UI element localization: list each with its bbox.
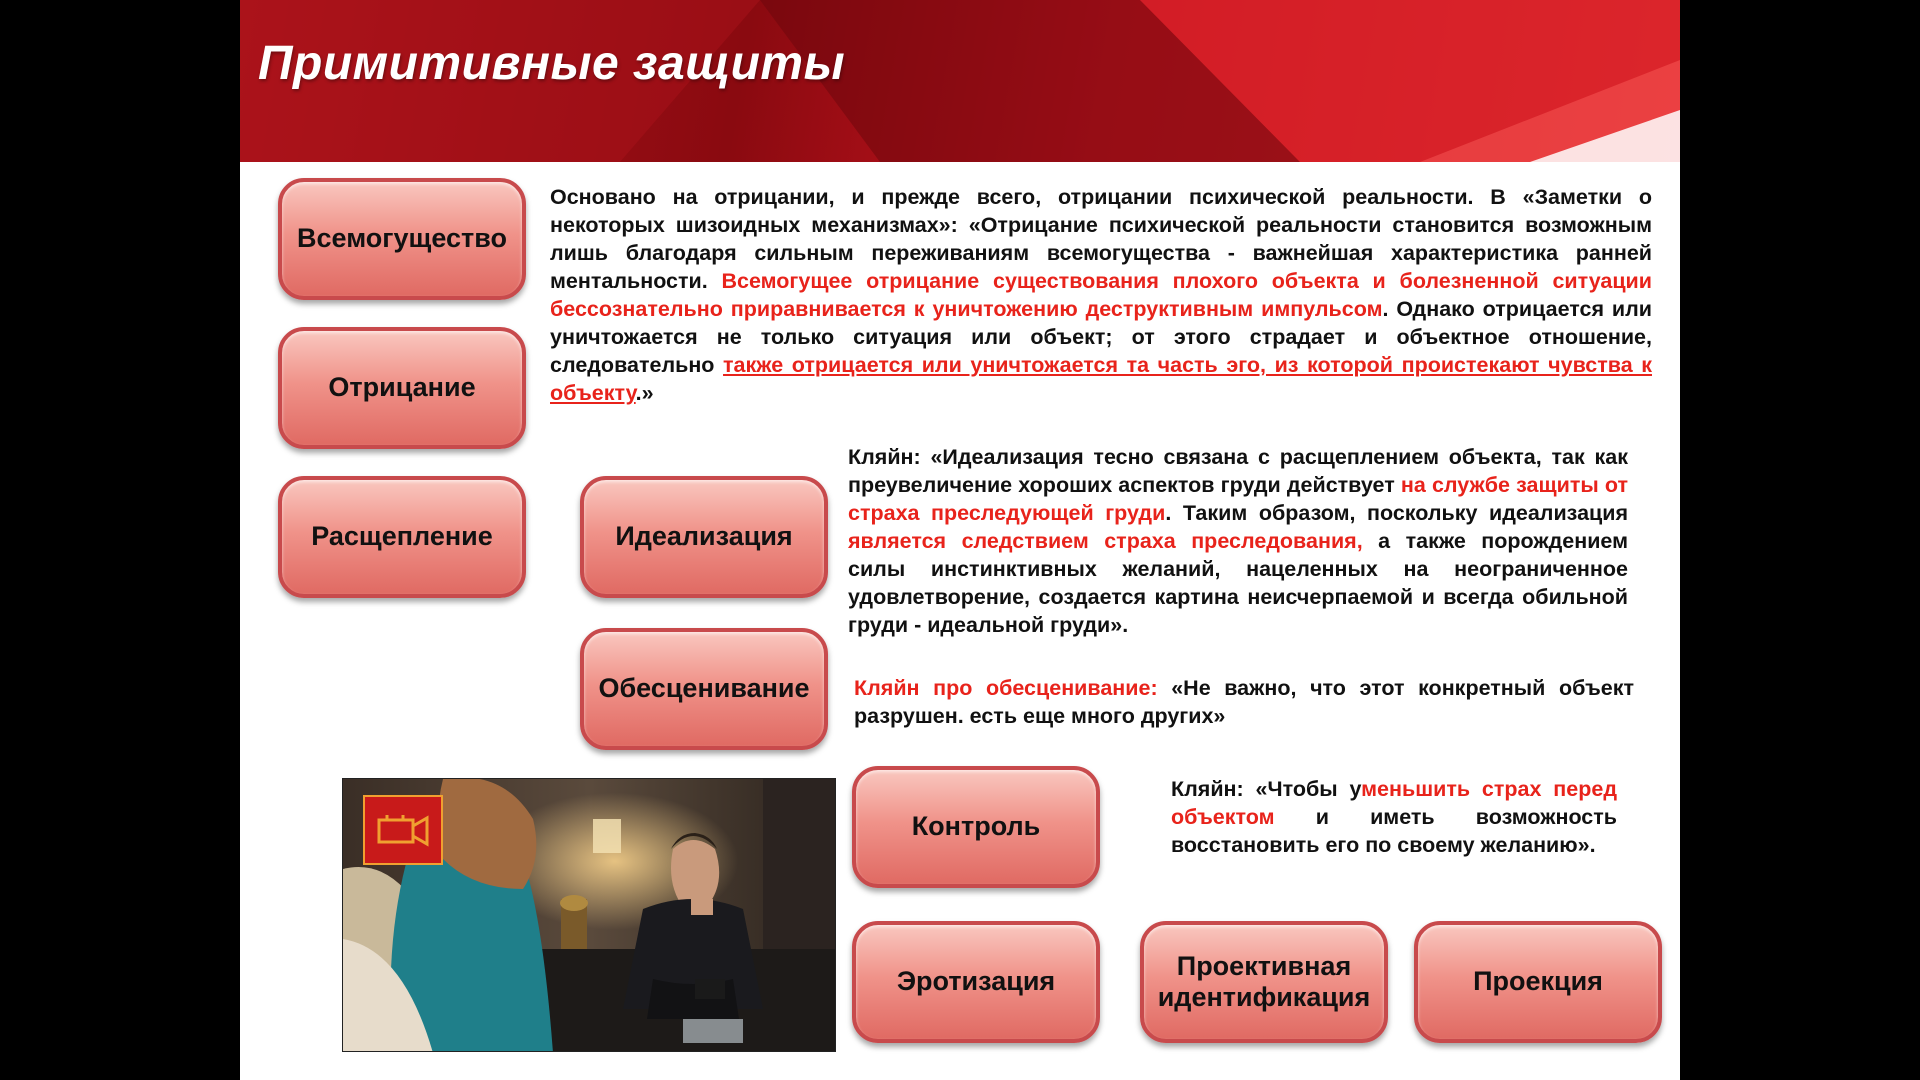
video-camera-glyph <box>375 812 431 848</box>
pill-omnipotence <box>278 178 526 300</box>
devaluation-description <box>854 674 1634 730</box>
video-frame[interactable] <box>342 778 836 1052</box>
pill-devaluation <box>580 628 828 750</box>
pill-label <box>1158 951 1371 1013</box>
underlined-highlighted-text: также отрицается или уничтожается та часть эго, из которой проистекают чувства к объекту <box>550 353 1652 405</box>
idealization-description <box>848 443 1628 639</box>
pill-label: Идеализация <box>615 521 793 552</box>
pill-erotization <box>852 921 1100 1043</box>
control-description <box>1171 775 1617 859</box>
highlighted-text: Всемогущее отрицание существования плохого объекта и болезненной ситуации бессознательно приравнивается к уничтожению деструктивным импульсом <box>550 269 1652 321</box>
highlighted-text: Кляйн про обесценивание: <box>854 676 1158 700</box>
text-segment: «Не важно, что этот конкретный объект разрушен. есть еще много других» <box>854 676 1634 728</box>
slide <box>240 0 1680 1080</box>
text-segment: Кляйн: «Идеализация тесно связана с расщеплением объекта, так как преувеличение хороших аспектов груди действует <box>848 445 1628 497</box>
pill-splitting <box>278 476 526 598</box>
pill-label: Расщепление <box>311 521 493 552</box>
text-segment: а также порождением силы инстинктивных желаний, нацеленных на неограниченное удовлетворение, создается картина неисчерпаемой и всегда обильной груди - идеальной груди». <box>848 529 1628 637</box>
pill-idealization <box>580 476 828 598</box>
text-segment: Кляйн: «Чтобы у <box>1171 777 1362 801</box>
pill-label: Контроль <box>911 811 1041 842</box>
pill-label: Всемогущество <box>297 223 507 254</box>
slide-title: Примитивные защиты <box>258 37 846 90</box>
pill-control <box>852 766 1100 888</box>
text-segment: Основано на отрицании, и прежде всего, отрицании психической реальности. В «Заметки о некоторых шизоидных механизмах»: «Отрицание психической реальности становится возможным лишь благодаря сильным переживаниям всемогущества - важнейшая характеристика ранней ментальности. <box>550 185 1652 293</box>
video-camera-icon[interactable] <box>363 795 443 865</box>
text-segment: . Таким образом, поскольку идеализация <box>1165 501 1629 525</box>
omnipotence-description <box>550 183 1652 407</box>
highlighted-text: меньшить страх перед объектом <box>1171 777 1617 829</box>
pill-label-line2: идентификация <box>1157 982 1371 1012</box>
highlighted-text: на службе защиты от страха преследующей груди <box>848 473 1628 525</box>
pill-label-line1: Проективная <box>1176 950 1352 981</box>
highlighted-text: является следствием страха преследования, <box>848 529 1363 553</box>
pill-projection <box>1414 921 1662 1043</box>
pill-projective-identification <box>1140 921 1388 1043</box>
text-segment: .» <box>635 381 654 405</box>
text-segment: и иметь возможность восстановить его по своему желанию». <box>1171 805 1617 857</box>
pill-label: Проекция <box>1473 966 1603 997</box>
pill-denial <box>278 327 526 449</box>
pill-label: Отрицание <box>328 372 476 403</box>
pill-label: Обесценивание <box>598 673 810 704</box>
header-banner <box>240 0 1680 162</box>
pill-label: Эротизация <box>896 966 1056 997</box>
text-segment: . Однако отрицается или уничтожается не только ситуация или объект; от этого страдает и объектное отношение, следовательно <box>550 297 1653 377</box>
